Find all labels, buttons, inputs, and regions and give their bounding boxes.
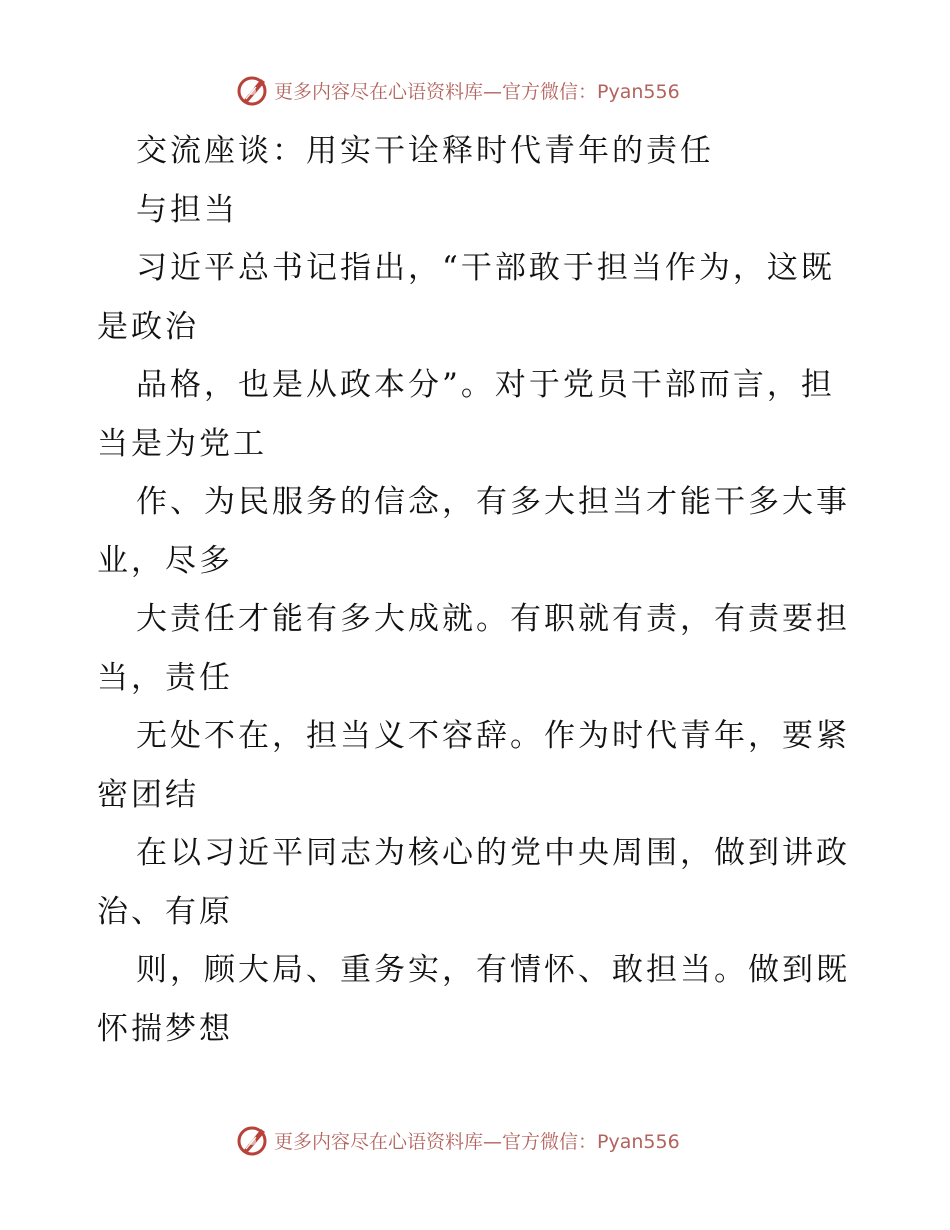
paragraph-line: 则，顾大局、重务实，有情怀、敢担当。做到既 — [136, 952, 850, 988]
paragraph-line: 在以习近平同志为核心的党中央周围，做到讲政 — [136, 835, 850, 871]
paragraph-line: 作、为民服务的信念，有多大担当才能干多大事 — [136, 484, 850, 520]
footer-banner-text: 更多内容尽在心语资料库—官方微信：Pyan556 — [274, 1130, 680, 1153]
paragraph-line: 业，尽多 — [97, 542, 233, 579]
footer-banner — [236, 1122, 680, 1158]
document-title-line: 与担当 — [136, 191, 238, 228]
paragraph-line: 怀揣梦想 — [97, 1010, 233, 1047]
header-banner-text: 更多内容尽在心语资料库—官方微信：Pyan556 — [274, 80, 680, 103]
paragraph-line: 治、有原 — [97, 893, 233, 930]
paragraph-line: 是政治 — [97, 308, 199, 345]
document-title-line: 交流座谈：用实干诠释时代青年的责任 — [136, 133, 714, 169]
paragraph-line: 大责任才能有多大成就。有职就有责，有责要担 — [136, 601, 850, 637]
header-banner — [236, 72, 680, 108]
quill-pen-logo-icon — [236, 1123, 270, 1157]
paragraph-line: 品格，也是从政本分”。对于党员干部而言，担 — [136, 367, 835, 403]
quill-pen-logo-icon — [236, 73, 270, 107]
paragraph-line: 密团结 — [97, 776, 199, 813]
paragraph-line: 当是为党工 — [97, 425, 267, 462]
paragraph-line: 无处不在，担当义不容辞。作为时代青年，要紧 — [136, 718, 850, 754]
document-body — [97, 122, 857, 1058]
paragraph-line: 习近平总书记指出，“干部敢于担当作为，这既 — [136, 250, 835, 286]
paragraph-line: 当，责任 — [97, 659, 233, 696]
